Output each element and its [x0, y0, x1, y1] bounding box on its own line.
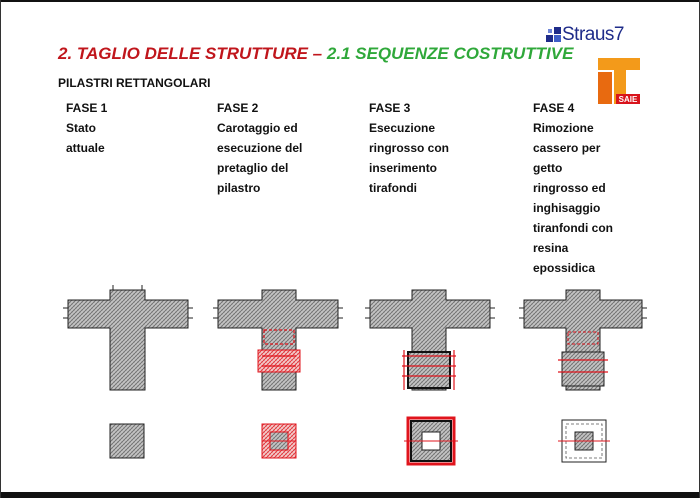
- slide-subtitle: PILASTRI RETTANGOLARI: [58, 76, 211, 90]
- phase-3-plan: [404, 418, 458, 464]
- title-section: 2. TAGLIO DELLE STRUTTURE –: [58, 44, 327, 63]
- phase-2-description: Carotaggio ed esecuzione del pretaglio del pilastro: [217, 121, 303, 195]
- phase-4-label: FASE 4: [533, 101, 575, 115]
- phase-2-label: FASE 2: [217, 101, 259, 115]
- phase-3-label: FASE 3: [369, 101, 411, 115]
- phase-3-elevation: [365, 290, 495, 390]
- phase-4-plan: [558, 420, 610, 462]
- straus7-logo-text: Straus7: [562, 24, 624, 45]
- phase-4-description: Rimozione cassero per getto ringrosso ed inghisaggio tiranfondi con resina epossidica: [533, 121, 613, 275]
- saie-logo-text: SAIE: [618, 95, 638, 104]
- phase-2-elevation: [213, 290, 343, 390]
- phase-1-elevation: [63, 285, 193, 390]
- phase-1-plan: [110, 424, 144, 458]
- phase-4-elevation: [519, 290, 647, 390]
- title-subsection: 2.1 SEQUENZE COSTRUTTIVE: [326, 44, 574, 63]
- phase-1-label: FASE 1: [66, 101, 108, 115]
- phase-3-description: Esecuzione ringrosso con inserimento tirafondi: [369, 121, 450, 195]
- phase-1-description: Stato attuale: [66, 121, 105, 155]
- phase-2-plan: [262, 424, 296, 458]
